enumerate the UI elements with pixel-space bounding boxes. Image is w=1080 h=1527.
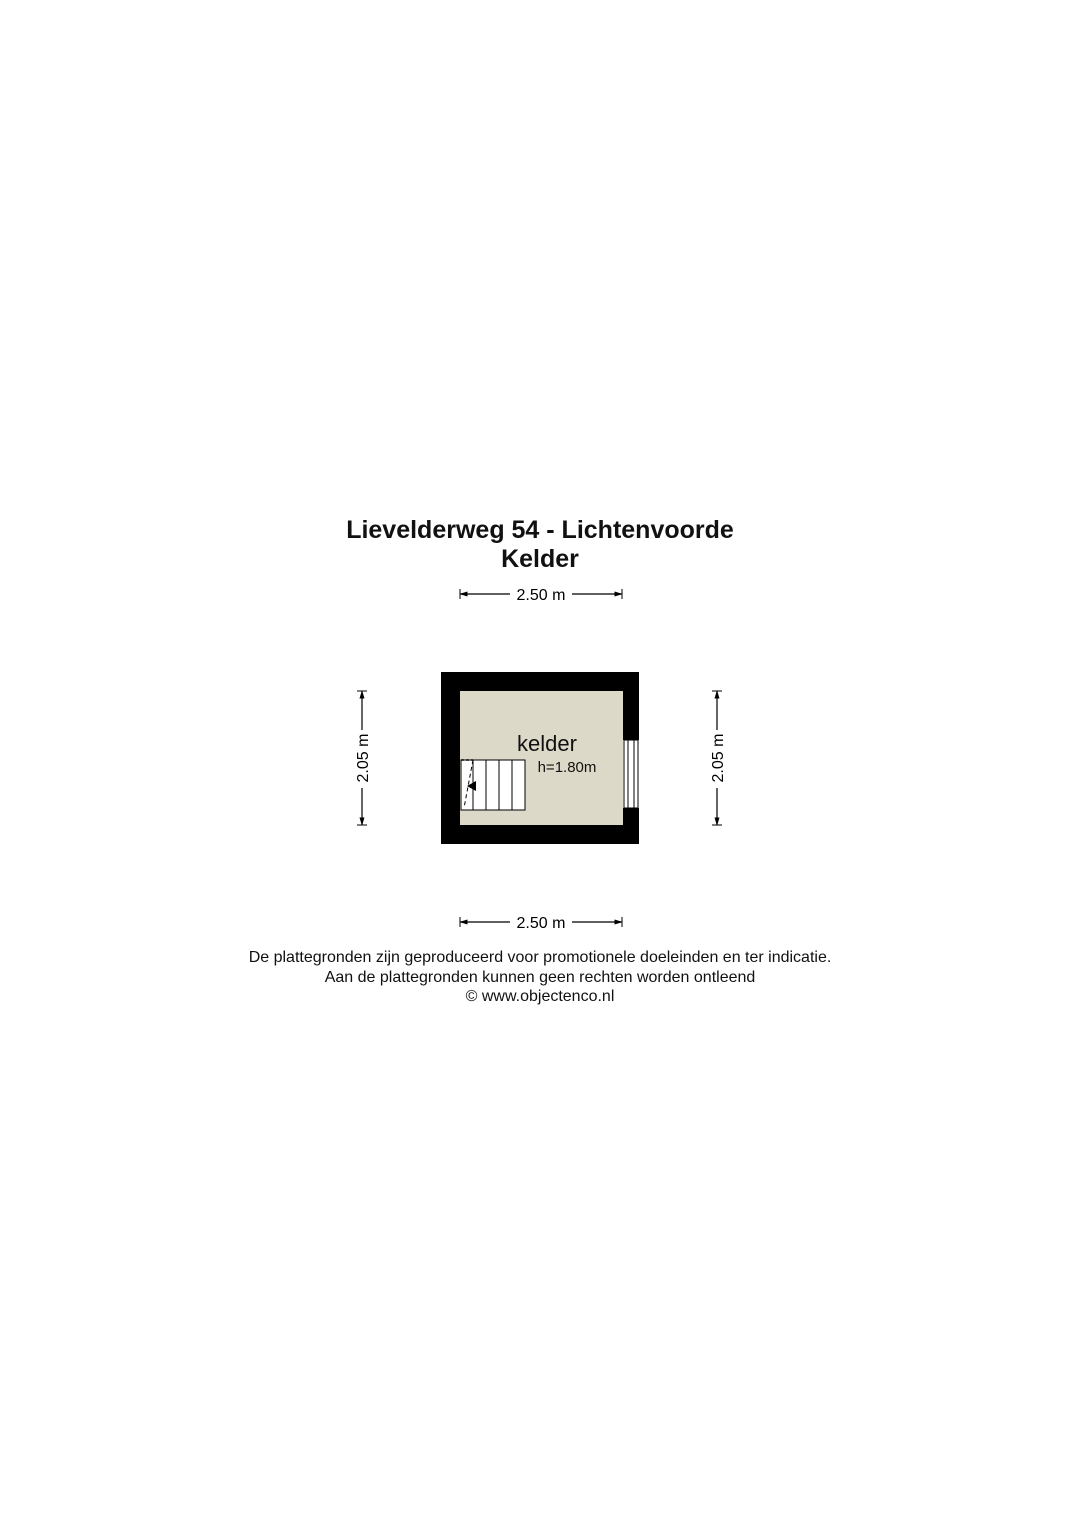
plan-title-floor: Kelder xyxy=(501,545,579,573)
room-name: kelder xyxy=(517,731,577,756)
dimension-left-label: 2.05 m xyxy=(355,733,372,783)
room-height: h=1.80m xyxy=(537,759,597,776)
dimension-left xyxy=(355,691,372,825)
disclaimer-line-2: Aan de plattegronden kunnen geen rechten worden ontleend xyxy=(324,969,756,986)
dimension-top-label: 2.50 m xyxy=(516,587,566,604)
plan-title-address: Lievelderweg 54 - Lichtenvoorde xyxy=(346,516,734,544)
window xyxy=(623,740,639,808)
staircase xyxy=(461,760,525,810)
dimension-right-label: 2.05 m xyxy=(710,733,727,783)
dimension-bottom-label: 2.50 m xyxy=(516,915,566,932)
copyright-line: © www.objectenco.nl xyxy=(465,988,615,1005)
dimension-bottom xyxy=(460,915,622,932)
dimension-right xyxy=(710,691,727,825)
dimension-top xyxy=(460,587,622,604)
disclaimer-line-1: De plattegronden zijn geproduceerd voor promotionele doeleinden en ter indicatie. xyxy=(248,949,832,966)
